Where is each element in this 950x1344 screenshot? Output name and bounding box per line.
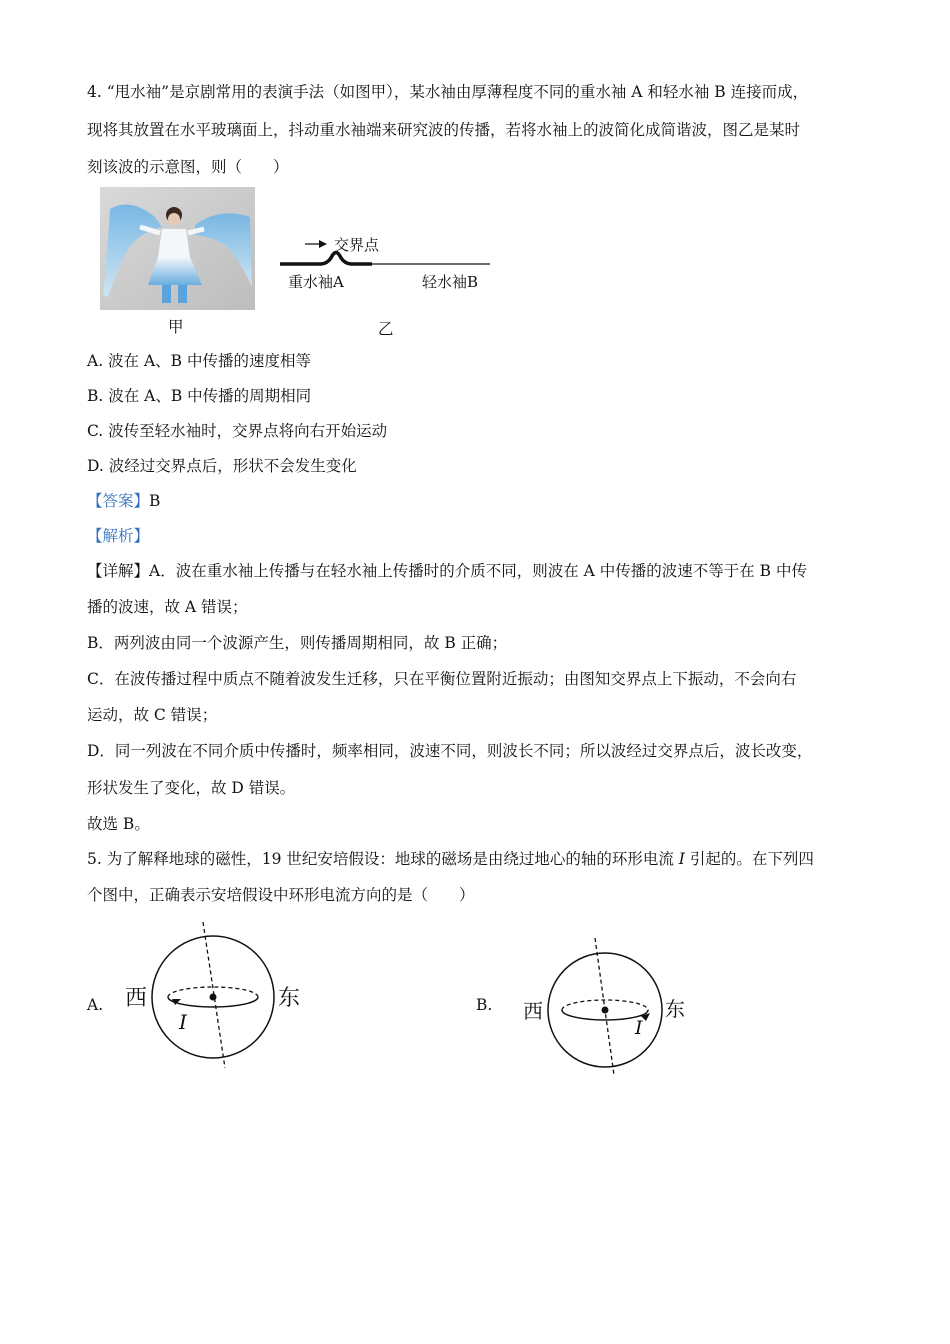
detail-line-3: B．两列波由同一个波源产生，则传播周期相同，故 B 正确； <box>87 634 508 652</box>
detail-line-8: 故选 B。 <box>87 815 150 833</box>
heavy-sleeve-label: 重水袖A <box>288 273 344 291</box>
detail-line-1 <box>87 561 807 581</box>
q4-option-b: B. 波在 A、B 中传播的周期相同 <box>87 387 312 405</box>
q4-option-a: A. 波在 A、B 中传播的速度相等 <box>87 352 311 370</box>
q4-option-d: D. 波经过交界点后，形状不会发生变化 <box>87 457 357 475</box>
detail-line-2: 播的波速，故 A 错误； <box>87 598 248 616</box>
q5-figure-b <box>515 930 705 1080</box>
q5-stem-post: 引起的。在下列四 <box>684 850 814 868</box>
answer-line <box>87 491 160 511</box>
arrow-right-icon <box>319 240 327 248</box>
dancer-photo <box>100 187 255 310</box>
west-label-b: 西 <box>523 999 543 1023</box>
q4-option-c: C. 波传至轻水袖时，交界点将向右开始运动 <box>87 422 388 440</box>
detail-text-1: A．波在重水袖上传播与在轻水袖上传播时的介质不同，则波在 A 中传播的波速不等于在 B 中传 <box>149 562 808 580</box>
figure-jia-label: 甲 <box>168 318 184 336</box>
detail-tag: 【详解】 <box>87 562 150 580</box>
q5-stem-pre: 5. 为了解释地球的磁性，19 世纪安培假设：地球的磁场是由绕过地心的轴的环形电流 <box>87 850 679 868</box>
q4-stem-line-1: 4. “甩水袖”是京剧常用的表演手法（如图甲），某水袖由厚薄程度不同的重水袖 A 和轻水袖 B 连接而成， <box>87 83 809 101</box>
q5-current-symbol: I <box>678 850 685 868</box>
q5-option-a-label: A. <box>87 996 104 1014</box>
answer-tag: 【答案】 <box>87 492 150 510</box>
q5-option-b-label: B. <box>476 996 493 1014</box>
answer-value: B <box>149 492 161 510</box>
east-label-a: 东 <box>278 986 301 1011</box>
q5-stem-line-1 <box>87 849 814 869</box>
detail-line-4: C．在波传播过程中质点不随着波发生迁移，只在平衡位置附近振动；由图知交界点上下振动，不会向右 <box>87 670 797 688</box>
junction-label: 交界点 <box>334 236 380 254</box>
q5-figure-a <box>115 915 315 1075</box>
light-sleeve-label: 轻水袖B <box>422 273 479 291</box>
analysis-tag: 【解析】 <box>87 527 150 545</box>
q5-stem-line-2: 个图中，正确表示安培假设中环形电流方向的是（ ） <box>87 886 475 904</box>
detail-line-6: D．同一列波在不同介质中传播时，频率相同，波速不同，则波长不同；所以波经过交界点后，波长改变， <box>87 742 813 760</box>
wave-diagram <box>270 225 500 305</box>
current-label-a: I <box>179 1010 187 1034</box>
west-label-a: 西 <box>125 986 148 1011</box>
figure-yi-label: 乙 <box>378 320 394 338</box>
q4-stem-line-3: 刻该波的示意图，则（ ） <box>87 158 289 176</box>
east-label-b: 东 <box>665 997 685 1021</box>
detail-line-7: 形状发生了变化，故 D 错误。 <box>87 779 296 797</box>
current-label-b: I <box>635 1017 643 1039</box>
q4-stem-line-2: 现将其放置在水平玻璃面上，抖动重水袖端来研究波的传播，若将水袖上的波简化成简谐波，图乙是某时 <box>87 121 801 139</box>
detail-line-5: 运动，故 C 错误； <box>87 706 218 724</box>
